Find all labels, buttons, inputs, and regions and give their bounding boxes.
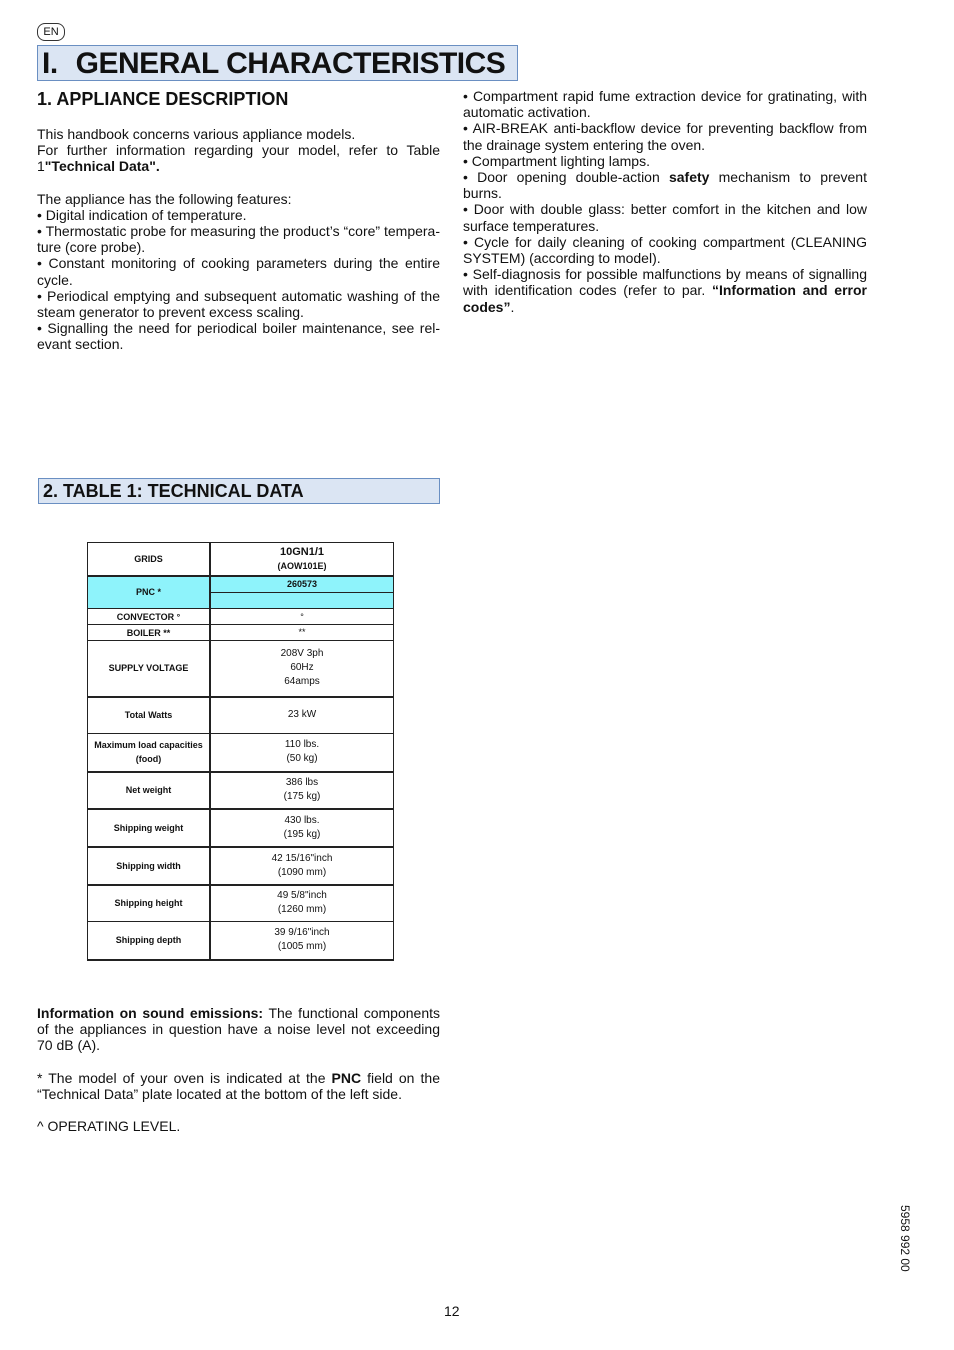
door-text-post: mechanism to prevent burns.: [463, 169, 867, 202]
feature-item: • Door with double glass: better comfort in the kitchen and low surface temperatures.: [463, 201, 867, 234]
page-number: 12: [444, 1303, 460, 1319]
sound-emissions-note: [37, 1005, 440, 1054]
spec-value-line: 110 lbs.: [284, 739, 320, 751]
asterisk-symbol: *: [37, 1069, 49, 1086]
sound-emissions-label: Information on sound emissions:: [37, 1005, 264, 1021]
notes-section: [37, 1005, 440, 1134]
operating-level-note: ^ OPERATING LEVEL.: [37, 1118, 181, 1135]
diag-text-post: .: [510, 298, 515, 315]
spec-value-line: 42 15/16"inch: [271, 852, 333, 864]
spec-value: [210, 772, 394, 809]
feature-item-door: [463, 169, 867, 201]
chapter-title-text: GENERAL CHARACTERISTICS: [75, 47, 506, 80]
spec-value-line: (175 kg): [283, 791, 321, 802]
feature-item: • AIR-BREAK anti-backflow device for preventing backflow from the drainage system entering the oven.: [463, 120, 867, 153]
spec-value-line: (1005 mm): [277, 941, 327, 953]
chapter-number: I.: [42, 47, 58, 80]
spec-value-line: 64amps: [284, 676, 320, 688]
chapter-title: [37, 45, 518, 81]
spec-value-line: (1090 mm): [277, 866, 327, 878]
intro-line-2-text: For further information regarding your model, refer to Table 1: [37, 142, 440, 175]
convector-value: °: [210, 609, 394, 625]
language-badge: EN: [37, 23, 65, 41]
pnc-note-bold: PNC: [331, 1069, 362, 1086]
feature-item: • Thermostatic probe for measuring the product’s “core” tempera-ture (core probe).: [37, 223, 440, 256]
spec-value-line: 23 kW: [287, 709, 317, 721]
spec-value: [210, 697, 394, 734]
diag-text-bold: “Information and error codes”: [463, 282, 867, 315]
spec-value: [210, 885, 394, 922]
grids-label: GRIDS: [88, 543, 211, 576]
model-name: 10GN1/1: [279, 545, 325, 558]
feature-item-diagnosis: [463, 266, 867, 315]
sound-emissions-text: The functional components of the appliances in question have a noise level not exceeding 70 dB (A).: [37, 1005, 440, 1054]
intro-line-2-bold: "Technical Data".: [44, 158, 160, 175]
spec-value-line: 49 5/8"inch: [277, 890, 327, 902]
feature-item: • Compartment lighting lamps.: [463, 152, 650, 169]
spec-label: Shipping weight: [88, 809, 211, 847]
section1-left-column: [37, 126, 440, 353]
pnc-note: [37, 1070, 440, 1102]
technical-data-table: [87, 542, 394, 961]
section1-right-column: [463, 88, 867, 315]
spec-value: [210, 734, 394, 772]
convector-label: CONVECTOR °: [88, 609, 211, 625]
pnc-label: PNC *: [88, 576, 211, 609]
spec-value: [210, 809, 394, 847]
pnc-note-post: field on the “Technical Data” plate located at the bottom of the left side.: [37, 1069, 440, 1102]
document-code: 5958 992 00: [898, 1205, 912, 1272]
spec-value-line: (50 kg): [286, 753, 318, 765]
door-text-bold: safety: [668, 169, 710, 186]
feature-item: • Compartment rapid fume extraction device for gratinating, with automatic activation.: [463, 88, 867, 121]
spec-label: Total Watts: [88, 697, 211, 734]
feature-item: • Signalling the need for periodical boiler maintenance, see rel-evant section.: [37, 320, 440, 353]
section1-title: 1. APPLIANCE DESCRIPTION: [37, 89, 289, 109]
model-code: (AOW101E): [277, 560, 327, 571]
spec-value: [210, 641, 394, 697]
spec-label: Shipping height: [88, 885, 211, 922]
spec-value: [210, 922, 394, 960]
features-intro: The appliance has the following features:: [37, 190, 292, 207]
spec-value-line: 60Hz: [290, 662, 314, 674]
spec-label: Shipping width: [88, 847, 211, 885]
pnc-note-pre: The model of your oven is indicated at the: [48, 1069, 332, 1086]
spec-value-line: 430 lbs.: [284, 814, 320, 826]
feature-item: • Constant monitoring of cooking parameters during the entire cycle.: [37, 255, 440, 288]
feature-item: • Periodical emptying and subsequent automatic washing of the steam generator to prevent excess scaling.: [37, 287, 440, 321]
door-text-pre: • Door opening double-action: [463, 169, 669, 186]
spec-value-line: 386 lbs: [285, 777, 319, 788]
feature-item: • Cycle for daily cleaning of cooking compartment (CLEANING SYSTEM) (according to model).: [463, 233, 867, 267]
section2-title: 2. TABLE 1: TECHNICAL DATA: [38, 478, 440, 504]
intro-line-1: This handbook concerns various appliance models.: [37, 126, 356, 142]
pnc-value: 260573: [210, 576, 394, 593]
spec-label: Net weight: [88, 772, 211, 809]
feature-item: • Digital indication of temperature.: [37, 206, 247, 223]
spec-label: SUPPLY VOLTAGE: [88, 641, 211, 697]
boiler-value: **: [210, 625, 394, 641]
spec-value: [210, 847, 394, 885]
spec-value-line: 39 9/16"inch: [274, 927, 330, 939]
diag-text-pre: • Self-diagnosis for possible malfunctions by means of signalling with identification codes (refer to par.: [463, 266, 867, 299]
intro-line-2: [37, 142, 440, 174]
model-cell: [210, 543, 394, 576]
boiler-label: BOILER **: [88, 625, 211, 641]
pnc-empty: [210, 593, 394, 609]
spec-value-line: (1260 mm): [277, 904, 327, 916]
spec-value-line: (195 kg): [283, 828, 321, 840]
spec-value-line: 208V 3ph: [280, 648, 324, 660]
spec-label: Maximum load capacities (food): [88, 734, 211, 772]
spec-label: Shipping depth: [88, 922, 211, 960]
